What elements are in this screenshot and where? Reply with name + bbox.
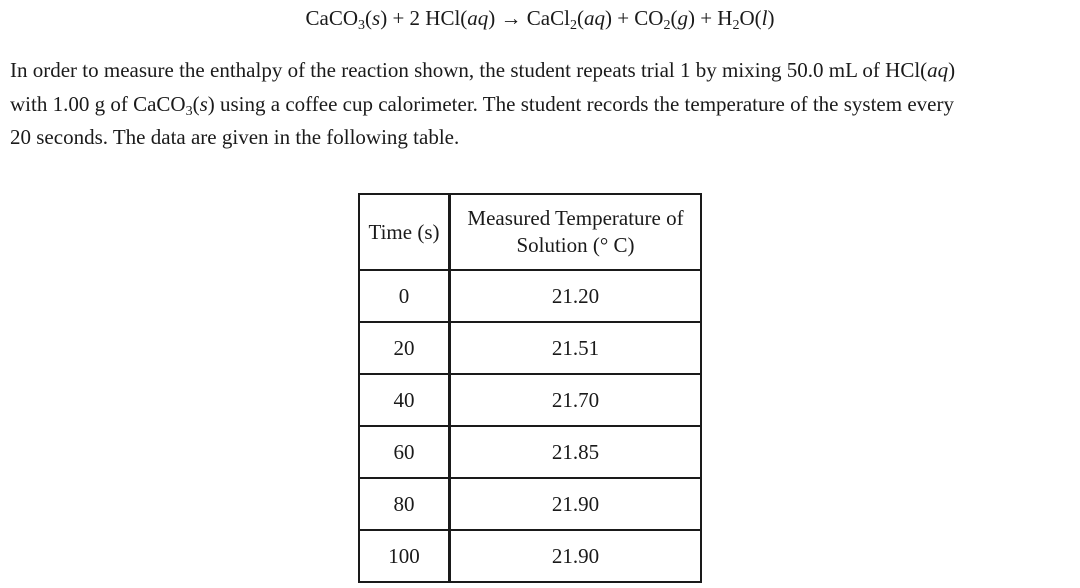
header-time: Time (s) (359, 194, 450, 270)
table-row (359, 426, 701, 478)
cell-temperature: 21.20 (450, 270, 702, 322)
cell-temperature: 21.90 (450, 478, 702, 530)
cell-time: 20 (359, 322, 450, 374)
cell-time: 60 (359, 426, 450, 478)
header-temperature: Measured Temperature of Solution (° C) (450, 194, 702, 270)
cell-time: 0 (359, 270, 450, 322)
paragraph-line-3: 20 seconds. The data are given in the following table. (10, 125, 460, 149)
paragraph-line-1: In order to measure the enthalpy of the reaction shown, the student repeats trial 1 by mixing 50.0 mL of HCl(aq) (10, 58, 956, 82)
paragraph-line-2: with 1.00 g of CaCO$_3$(s) using a coffee cup calorimeter. The student records the temperature of the system every (10, 91, 954, 119)
cell-temperature: 21.90 (450, 530, 702, 582)
table-row (359, 478, 701, 530)
cell-temperature: 21.51 (450, 322, 702, 374)
table-row (359, 322, 701, 374)
problem-paragraph (10, 54, 1072, 155)
cell-time: 100 (359, 530, 450, 582)
cell-temperature: 21.85 (450, 426, 702, 478)
table-row (359, 270, 701, 322)
reaction-equation: CaCO$_3$(s) + 2 HCl(aq) → CaCl$_2$(aq) + $CO_2(g) + H_2O(l)$ (305, 6, 775, 33)
table-row (359, 530, 701, 582)
temperature-table (358, 193, 702, 583)
cell-time: 80 (359, 478, 450, 530)
cell-time: 40 (359, 374, 450, 426)
table-row (359, 374, 701, 426)
cell-temperature: 21.70 (450, 374, 702, 426)
table-header-row (359, 194, 701, 270)
